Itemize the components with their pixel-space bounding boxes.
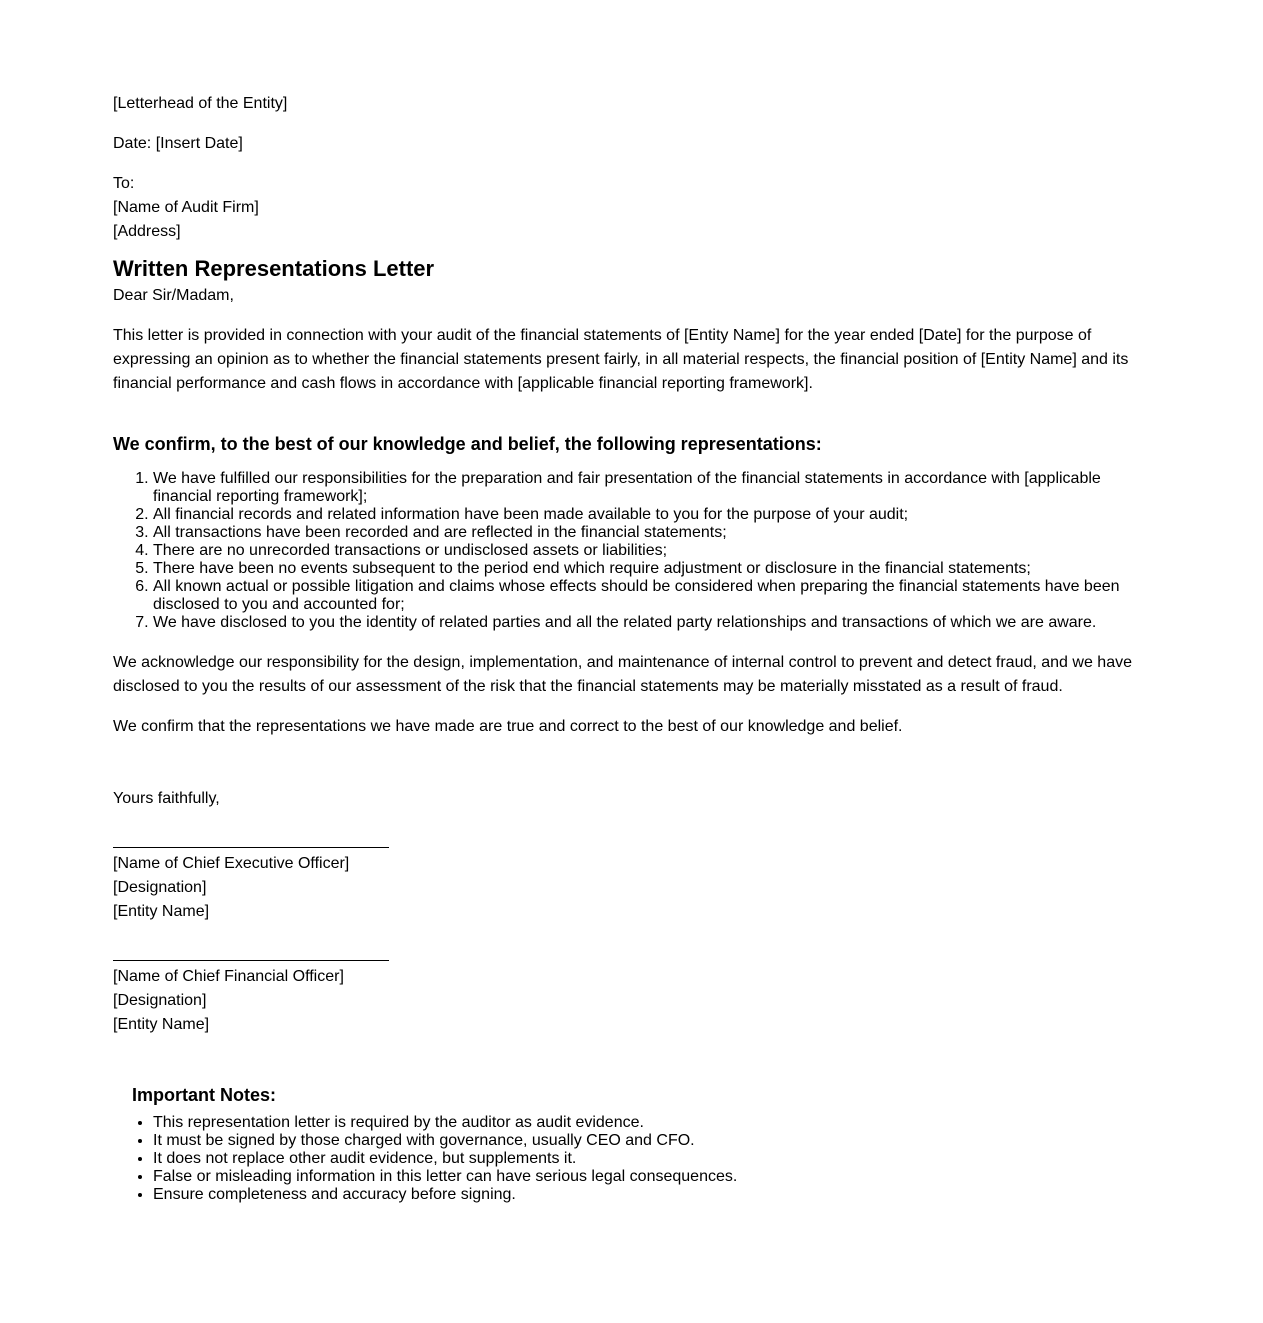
recipient-firm: [Name of Audit Firm] — [113, 199, 259, 216]
salutation: Dear Sir/Madam, — [113, 287, 234, 304]
recipient-block — [113, 172, 1143, 244]
signature-block-ceo — [113, 847, 1143, 924]
signatory-name: [Name of Chief Executive Officer] — [113, 855, 350, 872]
confirmation-paragraph: We confirm that the representations we have made are true and correct to the best of our knowledge and belief. — [113, 718, 903, 735]
signature-line — [113, 847, 389, 848]
representations-list — [113, 470, 1143, 632]
signature-block-cfo — [113, 960, 1143, 1037]
representation-item: 4. There are no unrecorded transactions or undisclosed assets or liabilities; — [153, 542, 1143, 560]
note-item: • It must be signed by those charged with governance, usually CEO and CFO. — [153, 1132, 1032, 1150]
letterhead: [Letterhead of the Entity] — [113, 95, 288, 112]
signatory-name: [Name of Chief Financial Officer] — [113, 968, 344, 985]
representation-item: 2. All financial records and related information have been made available to you for the purpose of your audit; — [153, 506, 1143, 524]
representation-item: 3. All transactions have been recorded and are reflected in the financial statements; — [153, 524, 1143, 542]
recipient-to-label: To: — [113, 175, 135, 192]
note-item: • Ensure completeness and accuracy before signing. — [153, 1186, 1032, 1204]
acknowledgement-paragraph: We acknowledge our responsibility for the design, implementation, and maintenance of internal control to prevent and detect fraud, and we have disclosed to you the results of our assessment of the risk that the financial statements may be materially misstated as a result of fraud. — [113, 654, 1132, 695]
representation-item: 5. There have been no events subsequent to the period end which require adjustment or disclosure in the financial statements; — [153, 560, 1143, 578]
recipient-address: [Address] — [113, 223, 181, 240]
note-item: • This representation letter is required by the auditor as audit evidence. — [153, 1114, 1032, 1132]
signatory-entity: [Entity Name] — [113, 903, 210, 920]
note-item: • False or misleading information in this letter can have serious legal consequences. — [153, 1168, 1032, 1186]
signatory-designation: [Designation] — [113, 992, 207, 1009]
notes-list — [132, 1114, 1032, 1204]
important-notes — [132, 1084, 1032, 1204]
representation-item: 7. We have disclosed to you the identity of related parties and all the related party relationships and transactions of which we are aware. — [153, 614, 1143, 632]
signature-line — [113, 960, 389, 961]
letter-body — [113, 92, 1143, 1037]
confirm-heading: We confirm, to the best of our knowledge and belief, the following representations: — [113, 434, 822, 454]
note-item: • It does not replace other audit evidence, but supplements it. — [153, 1150, 1032, 1168]
representation-item: 6. All known actual or possible litigation and claims whose effects should be considered when preparing the financial statements have been disclosed to you and accounted for; — [153, 578, 1143, 614]
signatory-entity: [Entity Name] — [113, 1016, 210, 1033]
notes-title: Important Notes: — [132, 1085, 276, 1105]
signatory-designation: [Designation] — [113, 879, 207, 896]
date-line: Date: [Insert Date] — [113, 135, 243, 152]
representation-item: 1. We have fulfilled our responsibilities for the preparation and fair presentation of the financial statements in accordance with [applicable financial reporting framework]; — [153, 470, 1143, 506]
closing: Yours faithfully, — [113, 790, 220, 807]
intro-paragraph: This letter is provided in connection with your audit of the financial statements of [Entity Name] for the year ended [Date] for the purpose of expressing an opinion as to whether the financial statements present fairly, in all material respects, the financial position of [Entity Name] and its financial performance and cash flows in accordance with [applicable financial reporting framework]. — [113, 327, 1129, 392]
letter-title: Written Representations Letter — [113, 256, 435, 281]
